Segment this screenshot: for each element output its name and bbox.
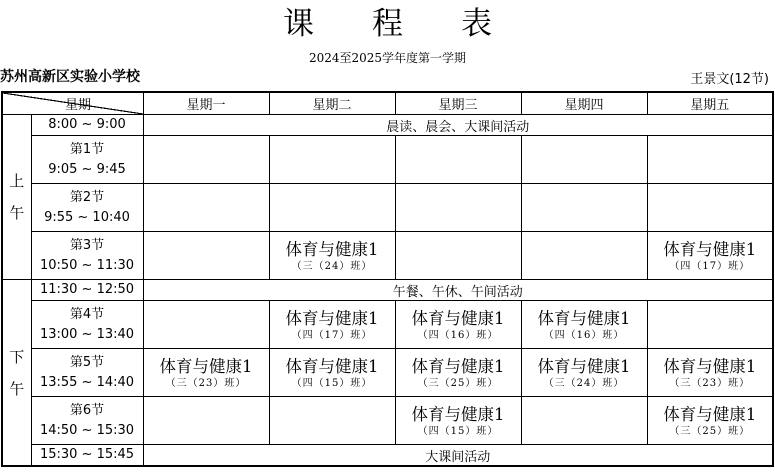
class-label: （三（24）班）	[543, 377, 625, 389]
row-period-3	[2, 232, 773, 280]
period-time: 9:55 ~ 10:40	[44, 209, 130, 225]
class-label: （四（16）班）	[543, 329, 625, 341]
schedule-cell	[521, 397, 647, 445]
period-name: 第2节	[69, 189, 105, 205]
period-time: 8:00 ~ 9:00	[31, 115, 143, 136]
teacher-name: 王景文(12节)	[690, 72, 769, 87]
class-label: （三（23）班）	[669, 377, 751, 389]
class-label: （三（25）班）	[669, 425, 751, 437]
period-time: 11:30 ~ 12:50	[31, 280, 143, 301]
row-period-4	[2, 301, 773, 349]
header-row	[2, 92, 773, 115]
schedule-cell	[143, 232, 269, 280]
semester-subtitle: 2024至2025学年度第一学期	[308, 51, 467, 65]
schedule-cell	[143, 136, 269, 184]
activity-label: 大课间活动	[143, 445, 773, 467]
header-day-wed: 星期三	[395, 92, 521, 115]
course-name: 体育与健康1	[159, 356, 253, 376]
course-name: 体育与健康1	[285, 239, 379, 259]
course-name: 体育与健康1	[411, 308, 505, 328]
row-period-5	[2, 349, 773, 397]
schedule-cell	[395, 232, 521, 280]
schedule-cell	[521, 349, 647, 397]
course-name: 体育与健康1	[411, 404, 505, 424]
course-name: 体育与健康1	[285, 308, 379, 328]
period-time: 10:50 ~ 11:30	[39, 257, 135, 273]
row-noon-activity	[2, 280, 773, 301]
class-label: （四（16）班）	[417, 329, 499, 341]
schedule-cell	[521, 184, 647, 232]
course-name: 体育与健康1	[663, 356, 757, 376]
row-period-1	[2, 136, 773, 184]
morning-label-1: 上	[9, 172, 25, 190]
schedule-cell	[395, 136, 521, 184]
schedule-cell	[143, 349, 269, 397]
class-label: （四（17）班）	[291, 329, 373, 341]
schedule-cell	[647, 232, 773, 280]
period-label-4	[31, 301, 143, 349]
afternoon-label-2: 午	[9, 379, 25, 398]
row-morning-activity	[2, 115, 773, 136]
period-time: 13:00 ~ 13:40	[39, 326, 135, 342]
schedule-cell	[647, 349, 773, 397]
class-label: （三（24）班）	[291, 260, 373, 272]
schedule-cell	[143, 397, 269, 445]
schedule-cell	[647, 184, 773, 232]
period-time: 15:30 ~ 15:45	[31, 445, 143, 467]
school-name: 苏州高新区实验小学校	[0, 69, 140, 85]
activity-label: 午餐、午休、午间活动	[143, 280, 773, 301]
page-title: 课程表	[283, 6, 550, 42]
class-label: （四（15）班）	[291, 377, 373, 389]
row-period-6	[2, 397, 773, 445]
period-label-5	[31, 349, 143, 397]
schedule-cell	[521, 301, 647, 349]
period-time: 14:50 ~ 15:30	[39, 422, 135, 438]
period-label-2	[31, 184, 143, 232]
schedule-cell	[269, 349, 395, 397]
header-corner	[2, 92, 143, 115]
period-name: 第4节	[69, 306, 105, 322]
morning-label	[2, 115, 31, 280]
header-corner-label: 星期	[65, 98, 92, 113]
period-name: 第1节	[69, 141, 105, 157]
schedule-cell	[395, 184, 521, 232]
period-name: 第6节	[69, 402, 105, 418]
period-label-3	[31, 232, 143, 280]
schedule-cell	[647, 136, 773, 184]
row-break-activity	[2, 445, 773, 467]
period-label-6	[31, 397, 143, 445]
period-name: 第3节	[69, 237, 105, 253]
schedule-cell	[269, 136, 395, 184]
period-label-1	[31, 136, 143, 184]
course-name: 体育与健康1	[663, 239, 757, 259]
course-name: 体育与健康1	[663, 404, 757, 424]
period-time: 9:05 ~ 9:45	[48, 161, 126, 177]
schedule-cell	[143, 301, 269, 349]
row-period-2	[2, 184, 773, 232]
period-name: 第5节	[69, 354, 105, 370]
afternoon-label-1: 下	[9, 347, 25, 366]
period-time: 13:55 ~ 14:40	[39, 374, 135, 390]
activity-label: 晨读、晨会、大课间活动	[143, 115, 773, 136]
schedule-cell	[269, 397, 395, 445]
course-name: 体育与健康1	[285, 356, 379, 376]
course-name: 体育与健康1	[537, 356, 631, 376]
class-label: （三（23）班）	[165, 377, 247, 389]
header-day-fri: 星期五	[647, 92, 773, 115]
schedule-cell	[269, 232, 395, 280]
class-label: （四（17）班）	[669, 260, 751, 272]
header-day-thu: 星期四	[521, 92, 647, 115]
course-name: 体育与健康1	[411, 356, 505, 376]
schedule-cell	[395, 301, 521, 349]
class-label: （三（25）班）	[417, 377, 499, 389]
schedule-cell	[647, 397, 773, 445]
schedule-cell	[395, 397, 521, 445]
schedule-cell	[521, 136, 647, 184]
schedule-cell	[521, 232, 647, 280]
morning-label-2: 午	[9, 204, 25, 222]
course-name: 体育与健康1	[537, 308, 631, 328]
schedule-cell	[269, 184, 395, 232]
header-day-tue: 星期二	[269, 92, 395, 115]
schedule-cell	[647, 301, 773, 349]
schedule-table	[1, 91, 774, 467]
schedule-cell	[143, 184, 269, 232]
header-day-mon: 星期一	[143, 92, 269, 115]
class-label: （四（15）班）	[417, 425, 499, 437]
afternoon-label	[2, 280, 31, 467]
schedule-cell	[269, 301, 395, 349]
schedule-cell	[395, 349, 521, 397]
